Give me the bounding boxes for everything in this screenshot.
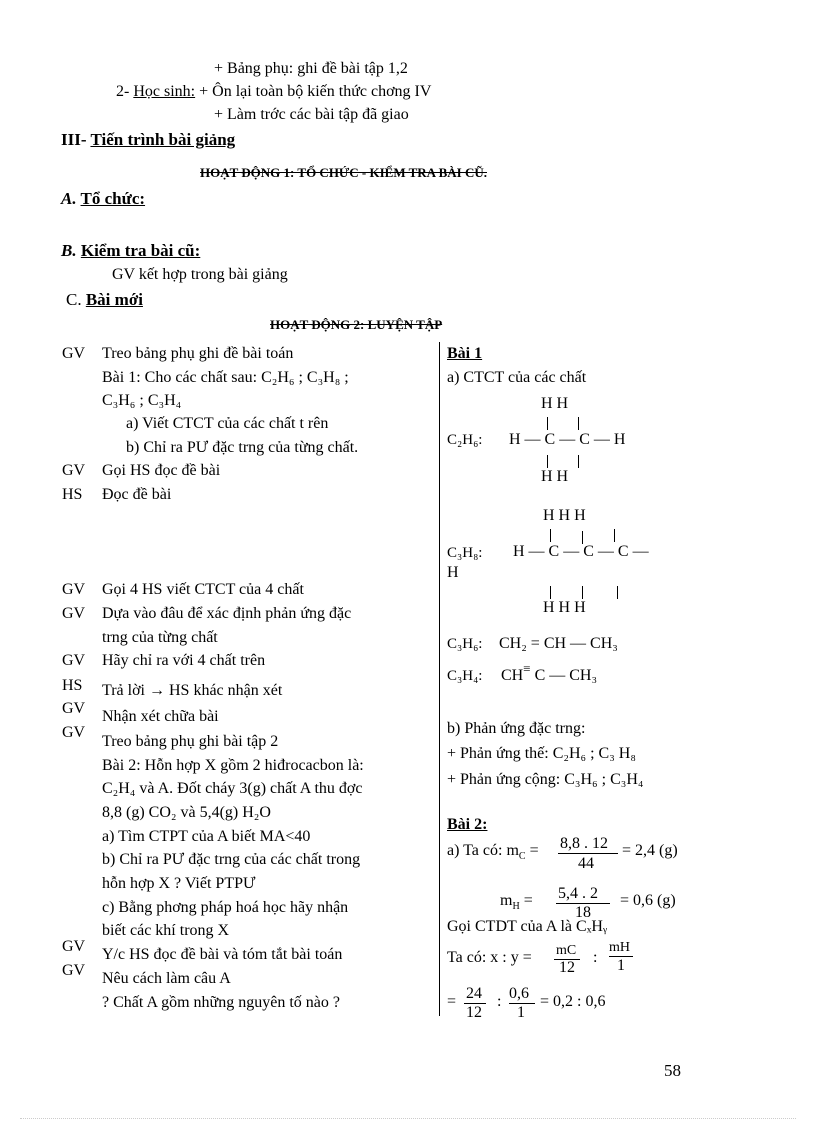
eq2-f1-denominator: 12 — [466, 1004, 482, 1021]
bai-1-a: a) CTCT của các chất — [447, 369, 587, 386]
left-text: Gọi 4 HS viết CTCT của 4 chất — [102, 581, 304, 598]
mc-equals: = — [525, 842, 539, 859]
ratio-f2-denominator: 1 — [617, 957, 625, 974]
bond-line — [578, 417, 579, 430]
role-gv: GV — [62, 962, 86, 979]
mc-numerator: 8,8 . 12 — [560, 835, 608, 852]
mc-subscript: C — [518, 851, 526, 863]
c3h8-tail: H — [447, 564, 459, 581]
mh-subscript: H — [512, 901, 520, 913]
mh-numerator: 5,4 . 2 — [558, 885, 598, 902]
left-text: C₃H₆ ; C₃H₄ — [102, 392, 182, 409]
bond-line — [547, 417, 548, 430]
section-b-heading — [61, 241, 200, 261]
role-gv: GV — [62, 652, 86, 669]
eq2-f2-denominator: 1 — [517, 1004, 525, 1021]
goi-ctdt: Gọi CTDT của A là CₓHᵧ — [447, 918, 608, 935]
left-text: C₂H₄ và A. Đốt cháy 3(g) chất A thu đợc — [102, 780, 363, 797]
c3h6-label: C₃H₆: — [447, 636, 483, 652]
ratio-f2-numerator: mH — [609, 940, 630, 955]
left-text: Hãy chỉ ra với 4 chất trên — [102, 652, 266, 669]
left-text: hỗn hợp X ? Viết PTPƯ — [102, 875, 256, 892]
left-text: Treo bảng phụ ghi đề bài toán — [102, 345, 294, 362]
c2h6-bottom-hydrogens: H H — [541, 468, 569, 485]
left-text: trng của từng chất — [102, 629, 218, 646]
mh-expression — [500, 892, 533, 912]
role-gv: GV — [62, 345, 86, 362]
ratio-prefix: Ta có: x : y = — [447, 949, 532, 966]
mc-result: = 2,4 (g) — [622, 842, 678, 859]
bond-line — [614, 529, 615, 542]
eq2-f2-numerator: 0,6 — [509, 985, 529, 1002]
left-text: Nêu cách làm câu A — [102, 970, 231, 987]
fraction-line — [558, 853, 618, 854]
section-c-title: Bài mới — [85, 290, 143, 309]
section-3-title: Tiến trình bài giảng — [90, 130, 236, 149]
eq2-colon: : — [497, 993, 502, 1010]
c3h4-part-a: CH — [501, 667, 524, 684]
mc-prefix: a) Ta có: m — [447, 842, 519, 859]
bond-line — [578, 455, 579, 468]
page-number: 58 — [664, 1061, 681, 1080]
bai-1-b-title: b) Phản ứng đặc trng: — [447, 720, 586, 737]
addition-reaction: + Phản ứng cộng: C₃H₆ ; C₃H₄ — [447, 771, 644, 788]
gv-combined-note: GV kết hợp trong bài giảng — [112, 266, 288, 283]
left-text: Dựa vào đâu để xác định phản ứng đặc — [102, 605, 352, 622]
top-line-2 — [116, 83, 431, 101]
mh-denominator: 18 — [575, 904, 591, 921]
mc-denominator: 44 — [578, 855, 594, 872]
top-line-2-prefix: 2- — [116, 83, 134, 100]
hoc-sinh-label: Học sinh: — [133, 83, 196, 100]
role-gv: GV — [62, 724, 86, 741]
column-divider — [439, 342, 440, 1016]
ratio-colon: : — [593, 949, 598, 966]
eq2-result: = 0,2 : 0,6 — [540, 993, 606, 1010]
c3h4-formula — [501, 661, 598, 685]
left-text: b) Chỉ ra PƯ đặc trng của các chất trong — [102, 851, 361, 868]
bond-line — [617, 586, 618, 599]
ratio-f1-denominator: 12 — [559, 959, 575, 976]
c3h8-bottom-hydrogens: H H H — [543, 599, 586, 616]
role-gv: GV — [62, 462, 86, 479]
section-3-heading — [61, 130, 235, 150]
left-text: a) Tìm CTPT của A biết MA<40 — [102, 828, 311, 845]
left-text: Bài 1: Cho các chất sau: C₂H₆ ; C₃H₈ ; — [102, 369, 349, 386]
activity-2-heading: HOẠT ĐỘNG 2: LUYỆN TẬP — [270, 317, 443, 332]
eq2-f1-numerator: 24 — [466, 985, 482, 1002]
section-c-label: C. — [66, 290, 86, 309]
left-text: Trả lời → HS khác nhận xét — [102, 682, 283, 699]
role-gv: GV — [62, 938, 86, 955]
left-text: Y/c HS đọc đề bài và tóm tắt bài toán — [102, 946, 343, 963]
left-text: Bài 2: Hỗn hợp X gồm 2 hiđrocacbon là: — [102, 757, 364, 774]
c3h8-chain: H — C — C — C — — [513, 543, 649, 560]
section-a-title: Tổ chức: — [80, 189, 146, 208]
footer-divider — [20, 1118, 796, 1119]
bond-line — [550, 529, 551, 542]
section-3-number: III- — [61, 130, 91, 149]
role-gv: GV — [62, 605, 86, 622]
triple-bond-symbol: ≡ — [523, 661, 531, 676]
top-line-1: + Bảng phụ: ghi đề bài tập 1,2 — [214, 60, 408, 77]
substitution-reaction: + Phản ứng thế: C₂H₆ ; C₃ H₈ — [447, 745, 636, 762]
role-hs: HS — [62, 677, 83, 694]
c3h6-formula: CH₂ = CH — CH₃ — [499, 635, 618, 652]
bond-line — [582, 586, 583, 599]
c2h6-label: C₂H₆: — [447, 432, 483, 448]
left-text: b) Chỉ ra PƯ đặc trng của từng chất. — [126, 439, 359, 456]
role-gv: GV — [62, 581, 86, 598]
bai-2-heading: Bài 2: — [447, 816, 488, 833]
left-text: a) Viết CTCT của các chất t rên — [126, 415, 329, 432]
section-b-title: Kiểm tra bài cũ: — [80, 241, 201, 260]
role-gv: GV — [62, 700, 86, 717]
c2h6-chain: H — C — C — H — [509, 431, 626, 448]
left-text: Nhận xét chữa bài — [102, 708, 219, 725]
c3h4-part-b: C — CH₃ — [530, 667, 598, 684]
left-text: Gọi HS đọc đề bài — [102, 462, 221, 479]
bond-line — [550, 586, 551, 599]
left-text: c) Bằng phơng pháp hoá học hãy nhận — [102, 899, 349, 916]
left-text: biết các khí trong X — [102, 922, 230, 939]
c2h6-top-hydrogens: H H — [541, 395, 569, 412]
section-c-heading — [66, 290, 143, 310]
ratio-f1-numerator: mC — [556, 943, 577, 958]
c3h8-label: C₃H₈: — [447, 545, 483, 561]
bond-line — [547, 455, 548, 468]
section-a-heading — [61, 189, 145, 209]
section-b-label: B. — [61, 241, 77, 260]
top-line-3: + Làm trớc các bài tập đã giao — [214, 106, 409, 123]
eq2-prefix: = — [447, 993, 457, 1010]
bai-1-heading: Bài 1 — [447, 345, 483, 362]
c3h4-label: C₃H₄: — [447, 668, 483, 684]
left-text: Đọc đề bài — [102, 486, 172, 503]
activity-1-heading: HOẠT ĐỘNG 1: TỔ CHỨC - KIỂM TRA BÀI CŨ. — [200, 165, 487, 180]
section-a-label: A. — [61, 189, 77, 208]
mh-equals: = — [519, 892, 533, 909]
c3h8-top-hydrogens: H H H — [543, 507, 586, 524]
mh-prefix: m — [500, 892, 513, 909]
role-hs: HS — [62, 486, 83, 503]
left-text: 8,8 (g) CO₂ và 5,4(g) H₂O — [102, 804, 271, 821]
mc-expression — [447, 842, 539, 862]
mh-result: = 0,6 (g) — [620, 892, 676, 909]
left-text: Treo bảng phụ ghi bài tập 2 — [102, 733, 279, 750]
left-text: ? Chất A gồm những nguyên tố nào ? — [102, 994, 340, 1011]
top-line-2-rest: + Ôn lại toàn bộ kiến thức chơng IV — [195, 83, 432, 100]
